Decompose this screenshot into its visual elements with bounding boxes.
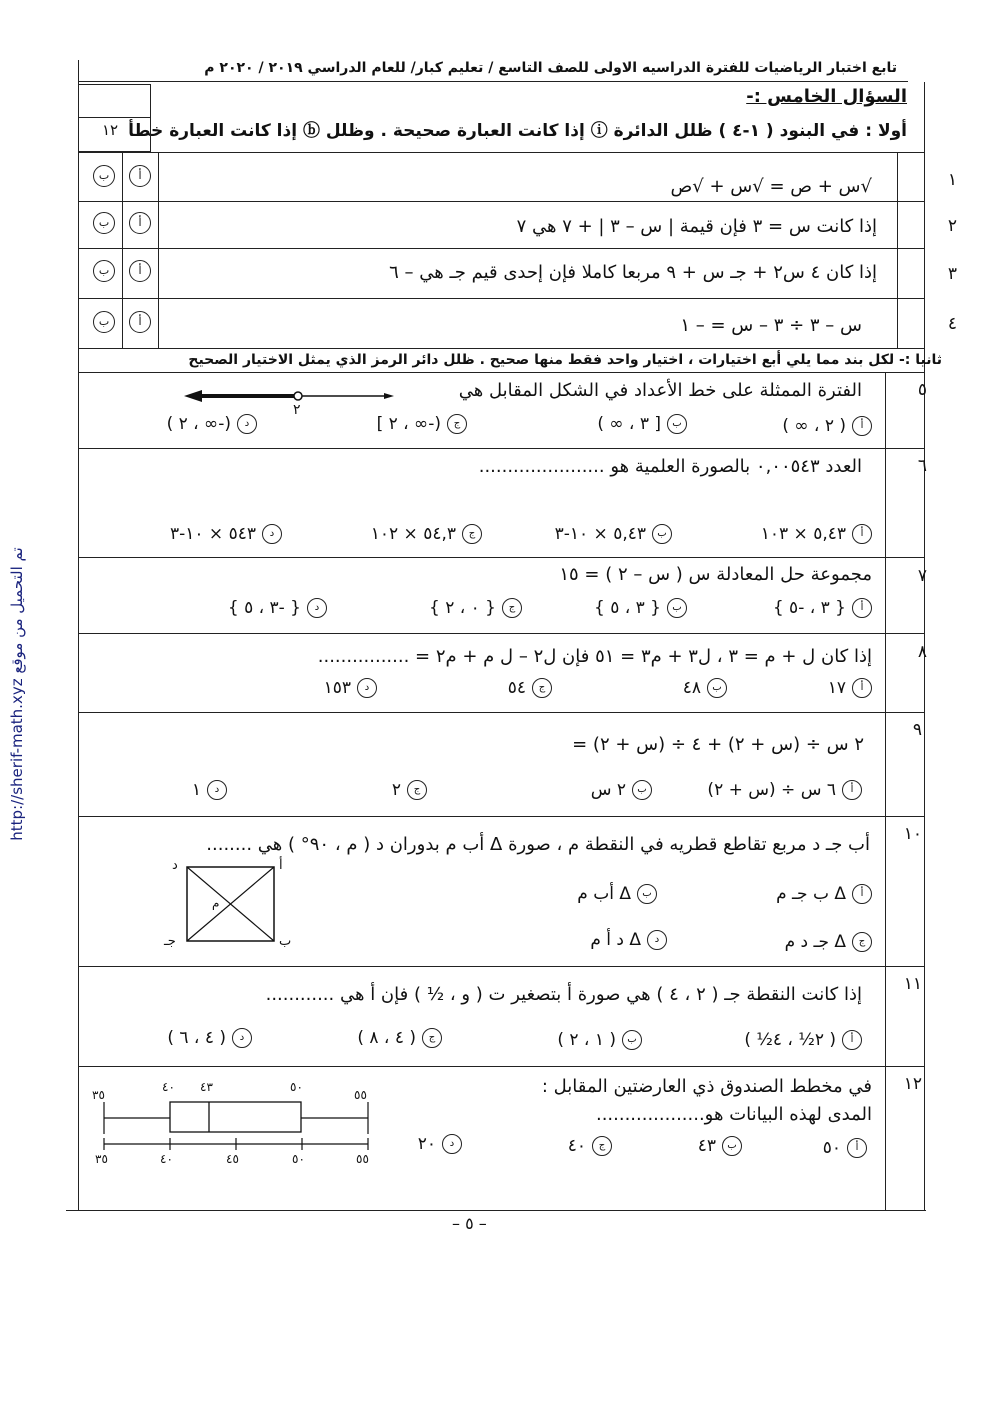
q10-option-b[interactable]: بΔ أب م: [577, 884, 657, 904]
part1-instruction: أولا : في البنود ( ١-٤ ) ظلل الدائرة ⓘ إذا كانت العبارة صحيحة . وظلل ⓑ إذا كانت العبارة خطأ: [128, 121, 907, 141]
q7-text: مجموعة حل المعادلة س ( س – ٢ ) = ١٥: [559, 564, 872, 585]
tf-3-option-a[interactable]: أ: [129, 260, 151, 282]
q11-option-a[interactable]: أ( ٢½ ، ٤½ ): [744, 1030, 862, 1050]
q12-box-plot: [95, 1094, 385, 1150]
q5-option-c[interactable]: ج(-∞ ، ٢ ]: [377, 414, 467, 434]
q8-number: ٨: [917, 642, 927, 662]
q10-label-b: ب: [279, 934, 292, 949]
q9-option-b[interactable]: ب٢ س: [591, 780, 652, 800]
tf-3-text: إذا كان ٤ س٢ + جـ س + ٩ مربعا كاملا فإن إحدى قيم جـ هي – ٦: [389, 262, 877, 283]
q7-number: ٧: [917, 566, 927, 586]
q5-option-d[interactable]: د(-∞ ، ٢ ): [167, 414, 257, 434]
q12-top-label-4: ٥٠: [290, 1080, 303, 1094]
q10-label-c: جـ: [164, 934, 176, 949]
q12-option-a[interactable]: أ٥٠: [823, 1138, 867, 1158]
q10-option-d[interactable]: دΔ د أ م: [590, 930, 667, 950]
q8-option-b[interactable]: ب٤٨: [683, 678, 727, 698]
q9-option-c[interactable]: ج٢: [392, 780, 427, 800]
q5-line-label: ٢: [293, 402, 301, 418]
tf-3-number: ٣: [947, 264, 957, 284]
q9-option-a[interactable]: أ٦ س ÷ (س + ٢): [707, 780, 862, 800]
tf-4-option-a[interactable]: أ: [129, 311, 151, 333]
q8-option-c[interactable]: ج٥٤: [508, 678, 552, 698]
q11-option-c[interactable]: ج( ٤ ، ٨ ): [357, 1028, 442, 1048]
q9-text: ٢ س ÷ (س + ٢) + ٤ ÷ (س + ٢) =: [572, 734, 864, 755]
tf-1-option-b[interactable]: ب: [93, 165, 115, 187]
q6-text: العدد ٠,٠٠٥٤٣ بالصورة العلمية هو ......................: [478, 456, 862, 477]
q5-option-a[interactable]: أ( ٢ ، ∞ ): [782, 416, 872, 436]
q7-option-a[interactable]: أ{ ٣ ، -٥ }: [773, 598, 872, 618]
q6-option-a[interactable]: أ٥,٤٣ × ١٠٣: [761, 524, 872, 544]
q7-option-d[interactable]: د{ -٣ ، ٥ }: [228, 598, 327, 618]
tf-4-option-b[interactable]: ب: [93, 311, 115, 333]
tf-4-text: س – ٣ ÷ ٣ – س = – ١: [680, 315, 862, 336]
q10-option-c[interactable]: جΔ جـ د م: [785, 932, 872, 952]
q12-option-b[interactable]: ب٤٣: [698, 1136, 742, 1156]
q7-option-b[interactable]: ب{ ٣ ، ٥ }: [594, 598, 687, 618]
q6-option-b[interactable]: ب٥,٤٣ × ١٠-٣: [555, 524, 672, 544]
part2-instruction: ثانيا :- لكل بند مما يلي أبع اختيارات ، اختيار واحد فقط منها صحيح . ظلل دائر الرمز الذي يمثل الاختيار الصحيح: [188, 352, 942, 368]
q12-top-label-3: ٤٣: [200, 1080, 213, 1094]
tf-2-text: إذا كانت س = ٣ فإن قيمة | س – ٣ | + ٧ هي ٧: [516, 216, 877, 237]
q8-option-a[interactable]: أ١٧: [828, 678, 872, 698]
tf-1-option-a[interactable]: أ: [129, 165, 151, 187]
q12-option-c[interactable]: ج٤٠: [568, 1136, 612, 1156]
q12-axis-label-4: ٥٠: [292, 1152, 305, 1166]
q12-text-2: المدى لهذه البيانات هو...................: [595, 1104, 872, 1125]
tf-1-text: √س + ص = √س + √ص: [670, 176, 872, 197]
q10-option-a[interactable]: أΔ ب جـ م: [776, 884, 872, 904]
q6-option-c[interactable]: ج٥٤,٣ × ١٠٢: [371, 524, 482, 544]
side-url: http://sherif-math.xyz تم التحميل من موقع: [8, 547, 26, 841]
q10-label-d: د: [172, 858, 178, 873]
q11-option-b[interactable]: ب( ١ ، ٢ ): [557, 1030, 642, 1050]
q10-number: ١٠: [903, 824, 922, 844]
header-title: تابع اختبار الرياضيات للفترة الدراسيه الاولى للصف التاسع / تعليم كبار/ للعام الدراسي ٢٠١٩ / ٢٠٢٠ م: [204, 60, 897, 76]
tf-3-option-b[interactable]: ب: [93, 260, 115, 282]
tf-4-number: ٤: [947, 314, 957, 334]
q9-option-d[interactable]: د١: [192, 780, 227, 800]
q12-top-label-1: ٣٥: [92, 1088, 105, 1102]
q12-number: ١٢: [903, 1074, 922, 1094]
q11-text: إذا كانت النقطة جـ ( ٢ ، ٤ ) هي صورة أ بتصغير ت ( و ، ½ ) فإن أ هي ............: [265, 984, 862, 1005]
q12-option-d[interactable]: د٢٠: [418, 1134, 462, 1154]
tf-1-number: ١: [947, 170, 957, 190]
q12-axis-label-5: ٥٥: [356, 1152, 369, 1166]
q10-label-a: أ: [279, 858, 283, 873]
score-value: ١٢: [102, 121, 119, 139]
q12-axis-label-2: ٤٠: [160, 1152, 173, 1166]
q12-axis-label-3: ٤٥: [226, 1152, 239, 1166]
q6-number: ٦: [917, 456, 927, 476]
side-watermark: [2, 520, 32, 880]
q5-option-b[interactable]: ب[ ٣ ، ∞ ): [597, 414, 687, 434]
q5-text: الفترة الممثلة على خط الأعداد في الشكل المقابل هي: [458, 380, 862, 401]
q12-text: في مخطط الصندوق ذي العارضتين المقابل :: [541, 1076, 872, 1097]
q12-axis-label-1: ٣٥: [95, 1152, 108, 1166]
question-title: السؤال الخامس :-: [746, 86, 907, 107]
tf-2-option-a[interactable]: أ: [129, 212, 151, 234]
q11-option-d[interactable]: د( ٤ ، ٦ ): [167, 1028, 252, 1048]
q8-option-d[interactable]: د١٥٣: [324, 678, 377, 698]
q10-label-m: م: [212, 896, 220, 910]
score-box: [78, 84, 151, 152]
q7-option-c[interactable]: ج{ ٠ ، ٢ }: [429, 598, 522, 618]
q6-option-d[interactable]: د٥٤٣ × ١٠-٣: [170, 524, 282, 544]
q12-top-label-2: ٤٠: [162, 1080, 175, 1094]
q10-text: أب جـ د مربع تقاطع قطريه في النقطة م ، صورة Δ أب م بدوران د ( م ، ٩٠° ) هي ........: [206, 834, 870, 855]
tf-2-option-b[interactable]: ب: [93, 212, 115, 234]
q12-top-label-5: ٥٥: [354, 1088, 367, 1102]
q10-square-figure: [186, 866, 276, 944]
q8-text: إذا كان ل + م = ٣ ، ل٣ + م٣ = ٥١ فإن ل٢ – ل م + م٢ = ................: [317, 646, 872, 667]
q5-number: ٥: [917, 380, 927, 400]
q9-number: ٩: [912, 720, 922, 740]
q11-number: ١١: [903, 974, 922, 994]
tf-2-number: ٢: [947, 216, 957, 236]
page-number: – ٥ –: [452, 1214, 487, 1233]
